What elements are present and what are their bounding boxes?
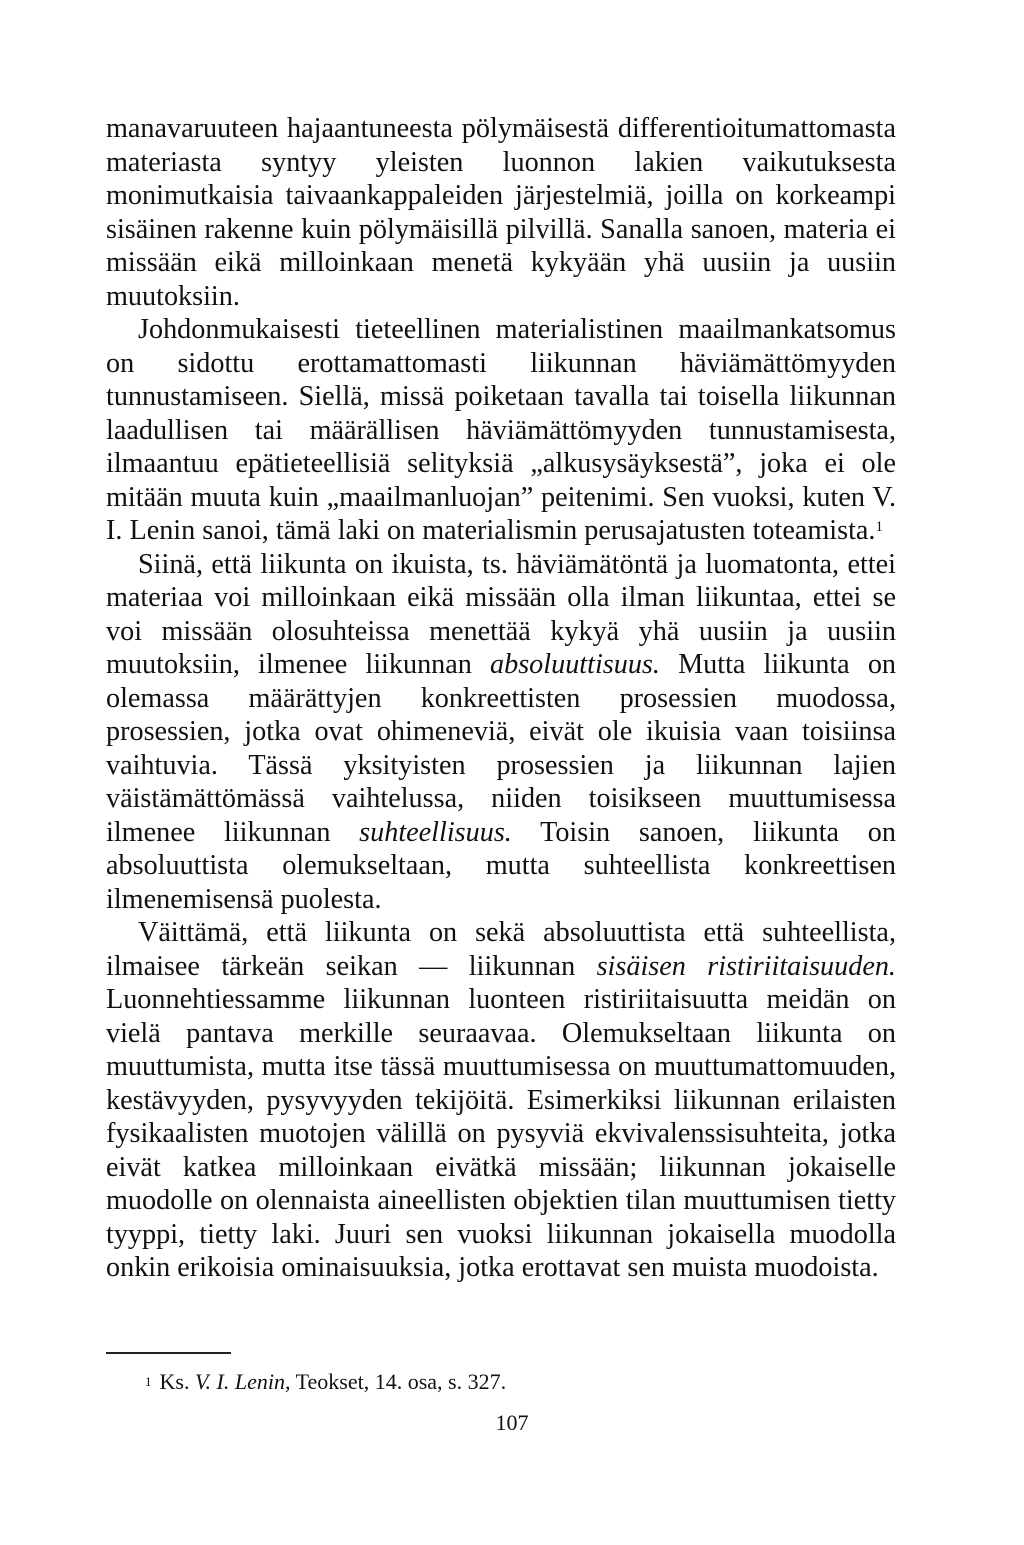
emphasis-contradiction: sisäisen ristiriitaisuuden. xyxy=(596,950,896,982)
paragraph-text: Johdonmukaisesti tieteellinen materialistinen maailmankatsomus on sidottu erottamattomasti liikunnan häviämättömyyden tunnustamiseen. Siellä, missä poiketaan tavalla tai toisella liikunnan laadullisen tai määrällisen häviämättömyyden tunnustamisesta, ilmaantuu epätieteellisiä selityksiä „alkusysäyksestä”, joka ei ole mitään muuta kuin „maailmanluojan” peitenimi. Sen vuoksi, kuten V. I. Lenin sanoi, tämä laki on materialismin perusajatusten toteamista. xyxy=(106,314,896,546)
paragraph-text: Toisin sanoen, liikunta on absoluuttista olemukseltaan, mutta suhteellista konkreettisen ilmenemisensä puolesta. xyxy=(106,816,896,915)
paragraph-absoluteness xyxy=(106,548,896,917)
footnote xyxy=(145,1368,506,1396)
emphasis-absoluteness: absoluuttisuus. xyxy=(490,649,660,680)
paragraph-text: Luonnehtiessamme liikunnan luonteen ristiriitaisuutta meidän on vielä pantava merkille seuraavaa. Olemukseltaan liikunta on muuttumista, mutta itse tässä muuttumisessa on muuttumattomuuden, kestävyyden, pysyvyyden tekijöitä. Esimerkiksi liikunnan erilaisten fysikaalisten muotojen välillä on pysyviä ekvivalenssisuhteita, jotka eivät katkea milloinkaan eivätkä missään; liikunnan jokaiselle muodolle on olennaista aineellisten objektien tilan muuttumisen tietty tyyppi, tietty laki. Juuri sen vuoksi liikunnan jokaisella muodolla onkin erikoisia ominaisuuksia, jotka erottavat sen muista muodoista. xyxy=(106,984,896,1283)
footnote-mark: 1 xyxy=(145,1374,152,1389)
page-number: 107 xyxy=(495,1410,529,1435)
paragraph-motion-indestructibility xyxy=(106,313,896,548)
footnote-citation: Teokset, 14. osa, s. 327. xyxy=(290,1369,507,1394)
footnote-author: V. I. Lenin, xyxy=(194,1369,291,1394)
paragraph-contradiction xyxy=(106,916,896,1285)
paragraph-text: Siinä, että liikunta on ikuista, ts. häviämätöntä ja luomatonta, ettei materiaa voi milloinkaan eikä missään olla ilman liikuntaa, ettei se voi missään olosuhteissa menettää kykyä yhä uusiin ja uusiin muutoksiin, ilmenee liikunnan xyxy=(106,548,896,680)
paragraph-text: Väittämä, että liikunta on sekä absoluuttista että suhteellista, ilmaisee tärkeän seikan — liikunnan xyxy=(106,917,896,982)
emphasis-relativity: suhteellisuus. xyxy=(359,816,512,848)
page-body xyxy=(106,112,896,1285)
paragraph-continued: manavaruuteen hajaantuneesta pölymäisestä differentioitumattomasta materiasta syntyy yleisten luonnon lakien vaikutuksesta monimutkaisia taivaankappaleiden järjestelmiä, joilla on korkeampi sisäinen rakenne kuin pölymäisillä pilvillä. Sanalla sanoen, materia ei missään eikä milloinkaan menetä kykyään yhä uusiin ja uusiin muutoksiin. xyxy=(106,113,896,312)
paragraph-text: Mutta liikunta on olemassa määrättyjen konkreettisten prosessien muodossa, prosessien, jotka ovat ohimeneviä, eivät ole ikuisia vaan toisiinsa vaihtuvia. Tässä yksityisten prosessien ja liikunnan lajien väistämättömässä vaihtelussa, niiden toisikseen muuttumisessa ilmenee liikunnan xyxy=(106,649,897,848)
footnote-divider xyxy=(106,1352,231,1354)
footnote-reference: 1 xyxy=(875,519,883,535)
footnote-prefix: Ks. xyxy=(159,1369,195,1394)
